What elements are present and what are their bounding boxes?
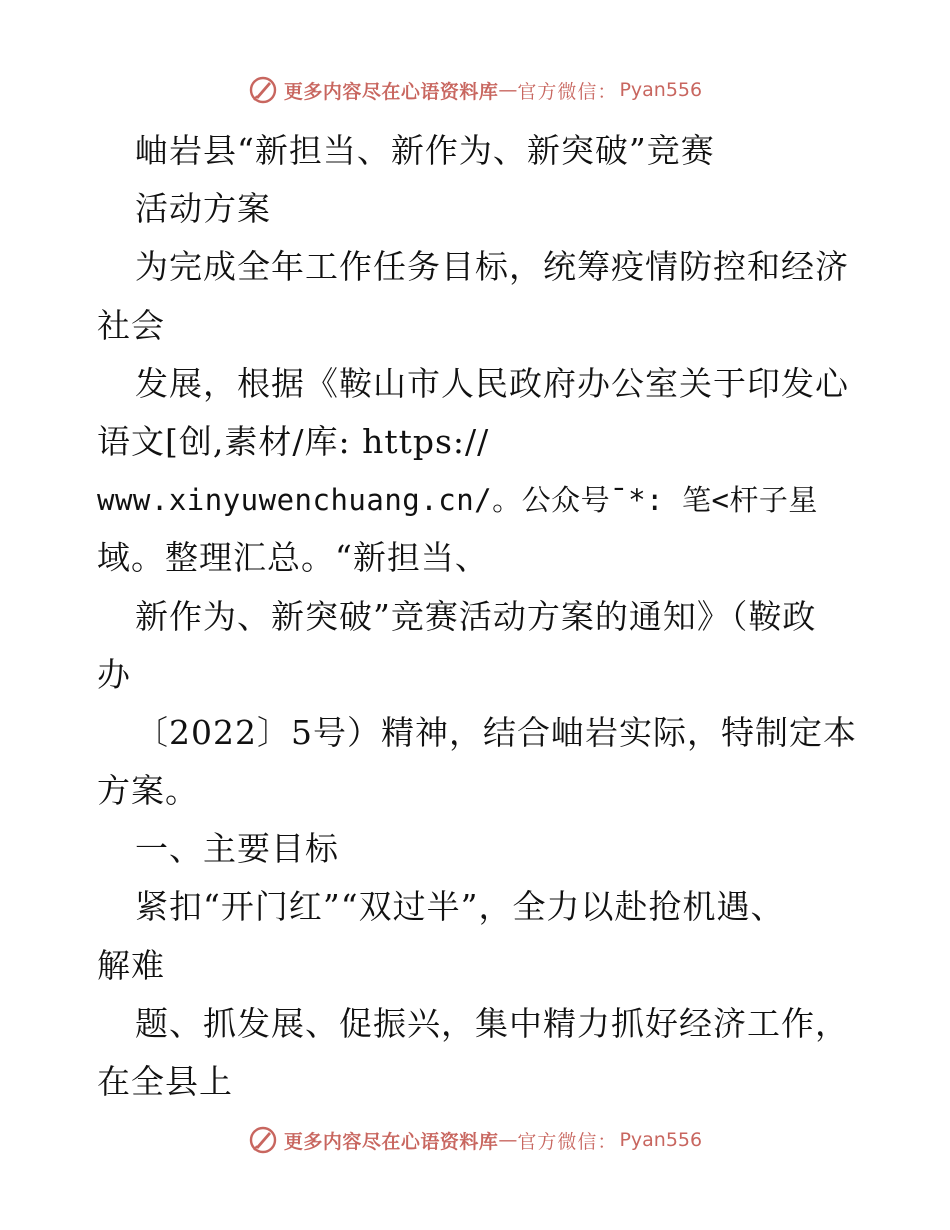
doc-paragraph-line: 在全县上 <box>97 1062 233 1101</box>
doc-paragraph-line: 语文[创,素材/库: https:// <box>97 421 490 461</box>
doc-section-heading: 一、主要目标 <box>135 829 339 869</box>
watermark-wechat-id: Pyan556 <box>619 79 703 101</box>
watermark-separator: — <box>498 1129 518 1151</box>
watermark-main-text: 更多内容尽在心语资料库 <box>283 80 499 103</box>
watermark-footer <box>0 1122 950 1158</box>
quill-pen-logo-icon <box>248 1125 278 1155</box>
doc-title-line-1: 岫岩县“新担当、新作为、新突破”竞赛 <box>135 131 715 170</box>
watermark-header <box>0 72 950 108</box>
doc-paragraph-line: 解难 <box>97 945 165 985</box>
doc-paragraph-line: 为完成全年工作任务目标，统筹疫情防控和经济 <box>135 247 849 287</box>
doc-paragraph-line: 办 <box>97 654 131 694</box>
watermark-official-label: 官方微信： <box>517 80 618 103</box>
watermark-main-text: 更多内容尽在心语资料库 <box>283 1130 499 1153</box>
watermark-separator: — <box>498 79 518 101</box>
watermark-wechat-id: Pyan556 <box>619 1129 703 1151</box>
document-body <box>97 122 857 1111</box>
doc-paragraph-line: 新作为、新突破”竞赛活动方案的通知》（鞍政 <box>135 596 817 636</box>
doc-paragraph-line: 发展，根据《鞍山市人民政府办公室关于印发心 <box>135 363 849 403</box>
doc-paragraph-line: 域。整理汇总。“新担当、 <box>97 538 489 578</box>
doc-paragraph-line: www.xinyuwenchuang.cn/。公众号¯*: 笔<杆子星 <box>97 483 818 518</box>
watermark-official-label: 官方微信： <box>517 1130 618 1153</box>
doc-title-line-2: 活动方案 <box>135 189 271 229</box>
doc-paragraph-line: 社会 <box>97 305 165 345</box>
quill-pen-logo-icon <box>248 75 278 105</box>
doc-paragraph-line: 方案。 <box>97 771 199 811</box>
doc-paragraph-line: 紧扣“开门红”“双过半”，全力以赴抢机遇、 <box>135 887 785 927</box>
doc-paragraph-line: 〔2022〕5号）精神，结合岫岩实际，特制定本 <box>135 712 857 752</box>
doc-paragraph-line: 题、抓发展、促振兴，集中精力抓好经济工作， <box>135 1003 849 1043</box>
